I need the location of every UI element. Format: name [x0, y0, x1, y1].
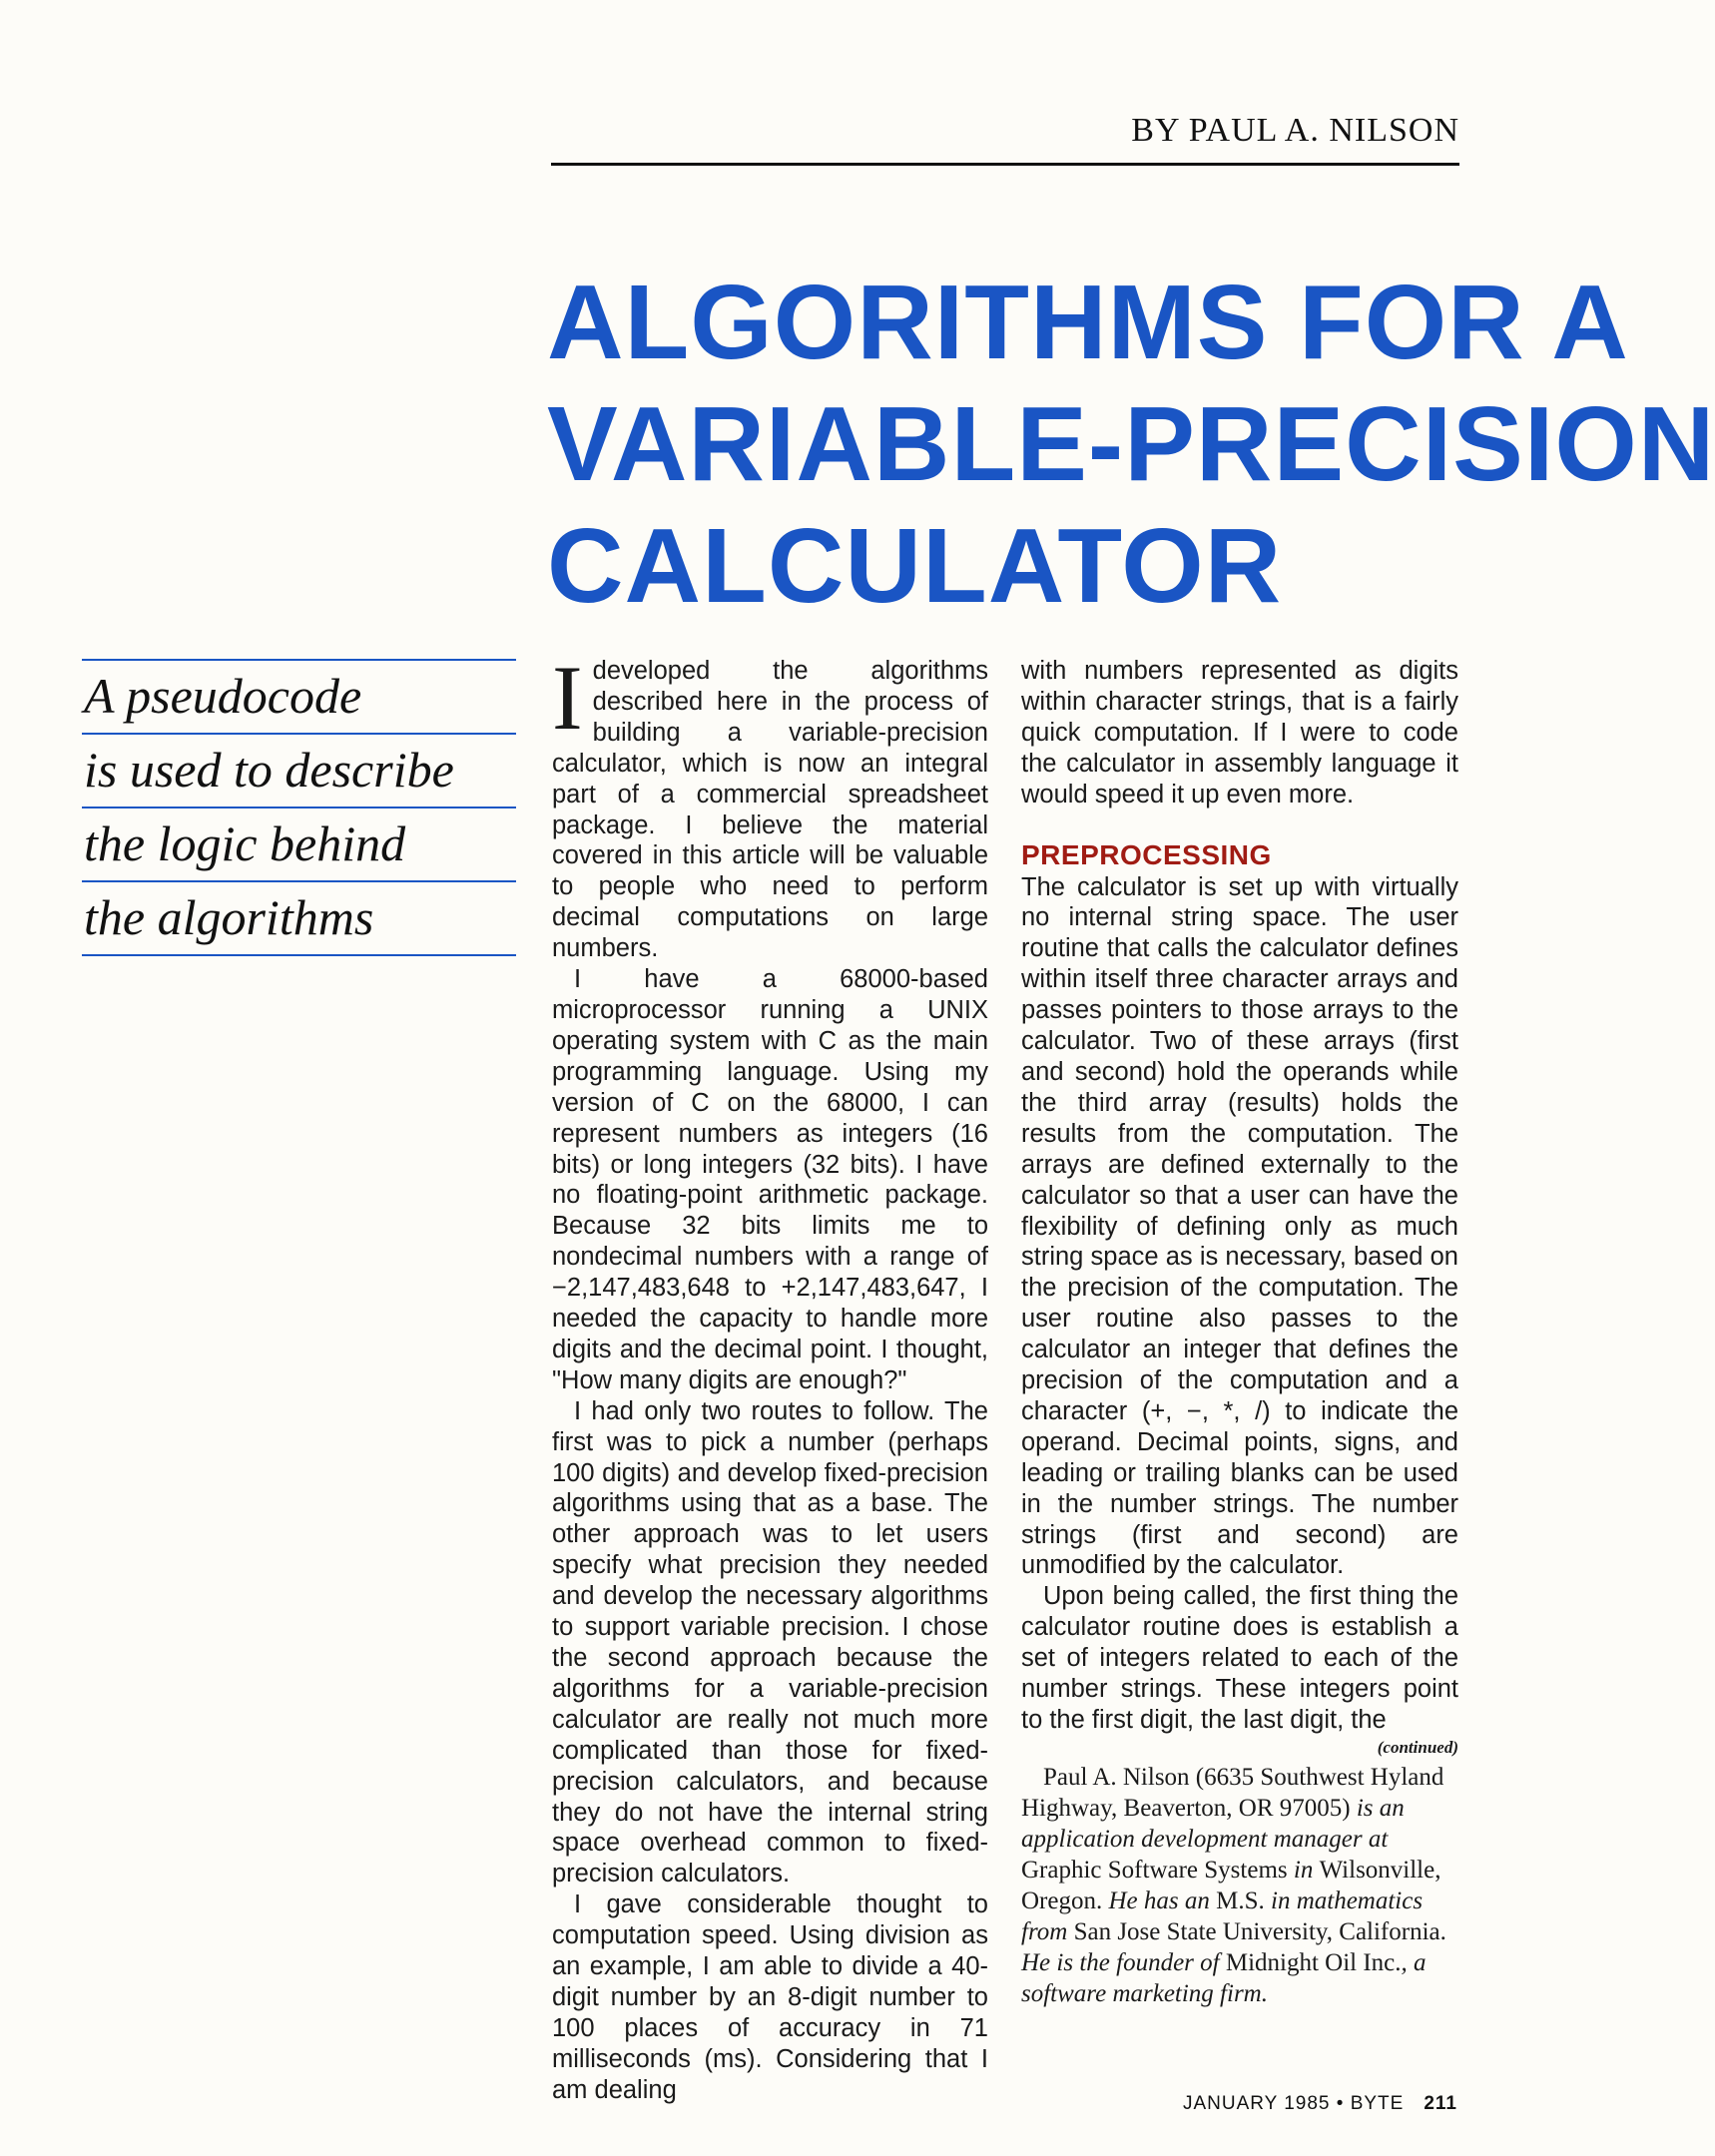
drop-cap: I [552, 647, 583, 749]
bio-text-6: , a software marketing firm. [1021, 1948, 1427, 2007]
title-line-3: CALCULATOR [547, 507, 1283, 625]
title-line-2: VARIABLE-PRECISION [547, 385, 1715, 503]
paragraph-4: I gave considerable thought to computation speed. Using division as an example, I am able to divide a 40-digit number by an 8-digit number to 100 places of accuracy in 71 milliseconds (ms). Considering that I am dealing [552, 1890, 988, 2104]
article-title [547, 262, 1715, 627]
bio-text-1: is an application development manager at [1021, 1794, 1405, 1853]
author-bio [1021, 1762, 1458, 2009]
bio-university: San Jose State University, California. [1073, 1917, 1446, 1945]
paragraph-2: I have a 68000-based microprocessor running a UNIX operating system with C as the main programming language. Using my version of C on the 68000, I can represent numbers as integers (16 bits) or long integers (32 bits). I have no floating-point arithmetic package. Because 32 bits limits me to nondecimal numbers with a range of −2,147,483,648 to +2,147,483,647, I needed the capacity to handle more digits and the decimal point. I thought, "How many digits are enough?" [552, 965, 988, 1394]
byline-rule [551, 163, 1459, 166]
page-number: 211 [1424, 2093, 1457, 2114]
paragraph-1 [552, 647, 988, 964]
pullquote-line-2: is used to describe [82, 735, 516, 808]
pullquote-line-1: A pseudocode [82, 661, 516, 735]
bio-address: (6635 Southwest Hyland Highway, Beaverton, OR 97005) [1021, 1763, 1444, 1822]
page-footer [1183, 2093, 1457, 2115]
bio-degree: M.S. [1216, 1886, 1265, 1914]
footer-issue: JANUARY 1985 • BYTE [1182, 2093, 1405, 2114]
title-line-1: ALGORITHMS FOR A [547, 264, 1629, 381]
pullquote-line-3: the logic behind [82, 808, 516, 882]
bio-company: Graphic Software Systems [1021, 1856, 1288, 1884]
paragraph-7: Upon being called, the first thing the calculator routine does is establish a set of integers related to each of the number strings. These integers point to the first digit, the last digit, the [1021, 1582, 1458, 1734]
bio-city: Wilsonville, Oregon. [1021, 1856, 1441, 1914]
paragraph-3: I had only two routes to follow. The first was to pick a number (perhaps 100 digits) and develop fixed-precision algorithms using that as a base. The other approach was to let users specify what precision they needed and develop the necessary algorithms to support variable precision. I chose the second approach because the algorithms for a variable-precision calculator are really not much more complicated than those for fixed-precision calculators, and because they do not have the internal string space overhead common to fixed-precision calculators. [552, 1396, 988, 1888]
bio-firm: Midnight Oil Inc. [1225, 1948, 1402, 1976]
bio-text-4: in mathematics from [1021, 1886, 1424, 1945]
body-column-1 [552, 647, 988, 2106]
paragraph-6: The calculator is set up with virtually no internal string space. The user routine that calls the calculator defines within itself three character arrays and passes pointers to those arrays to the calculator. Two of these arrays (first and second) hold the operands while the third array (results) holds the results from the computation. The arrays are defined externally to the calculator so that a user can have the flexibility of defining only as much string space as is necessary, based on the precision of the computation. The user routine also passes to the calculator an integer that defines the precision of the computation and a character (+, −, *, /) to indicate the operand. Decimal points, signs, and leading or trailing blanks can be used in the number strings. The number strings (first and second) are unmodified by the calculator. [1021, 872, 1458, 1580]
byline: BY PAUL A. NILSON [1131, 112, 1459, 149]
paragraph-1-text: developed the algorithms described here in the process of building a variable-precision calculator, which is now an integral part of a commercial spreadsheet package. I believe the material covered in this article will be valuable to people who need to perform decimal computations on large numbers. [552, 657, 988, 963]
continued-note: (continued) [1377, 1737, 1458, 1757]
body-column-2 [1021, 656, 1458, 2009]
bio-text-5: He is the founder of [1021, 1948, 1220, 1976]
pullquote [82, 659, 516, 956]
bio-name: Paul A. Nilson [1043, 1763, 1190, 1791]
bio-text-2: in [1293, 1856, 1314, 1884]
section-heading: PREPROCESSING [1021, 838, 1272, 870]
paragraph-5: with numbers represented as digits within character strings, that is a fairly quick computation. If I were to code the calculator in assembly language it would speed it up even more. [1021, 657, 1458, 808]
pullquote-line-4: the algorithms [82, 882, 516, 956]
bio-text-3: He has an [1108, 1886, 1210, 1914]
